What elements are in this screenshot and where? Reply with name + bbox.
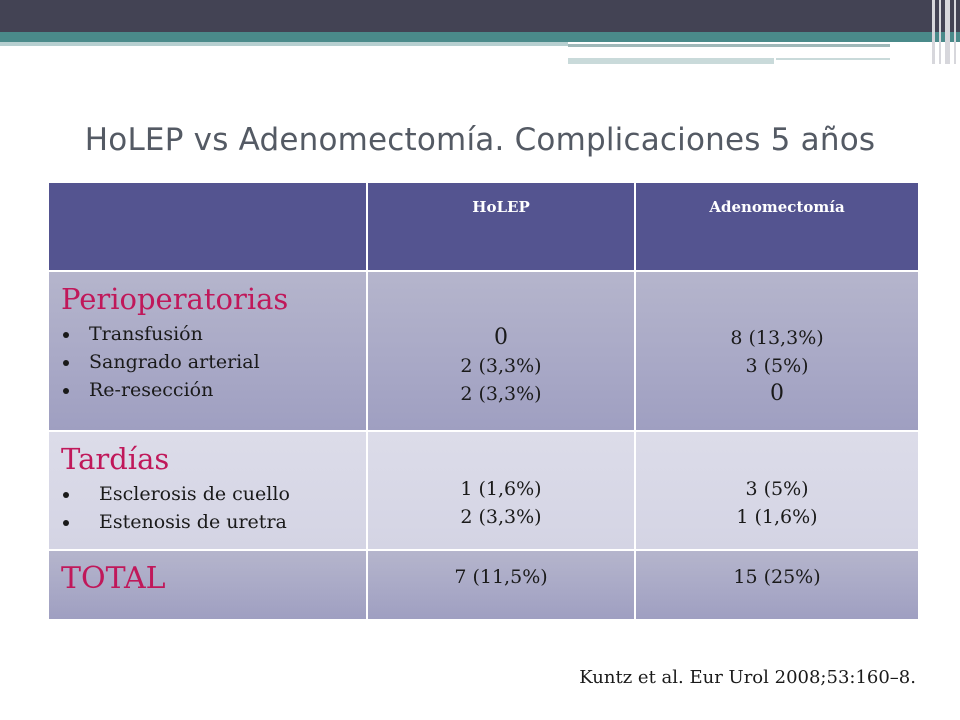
holep-cell (367, 431, 635, 550)
value: 3 (5%) (745, 478, 809, 500)
holep-cell (367, 271, 635, 431)
table-row (48, 550, 919, 620)
citation: Kuntz et al. Eur Urol 2008;53:160–8. (579, 667, 916, 688)
list-item: Esclerosis de cuello (61, 480, 366, 508)
value: 0 (494, 325, 508, 350)
complication-list (49, 320, 366, 404)
value: 0 (770, 381, 784, 406)
slide-title: HoLEP vs Adenomectomía. Complicaciones 5 años (84, 122, 876, 158)
list-item: Re-resección (61, 376, 366, 404)
adenomectomia-cell (635, 271, 919, 431)
value: 8 (13,3%) (730, 327, 824, 349)
category-cell (48, 550, 367, 620)
header-line-2 (568, 58, 774, 64)
header-vertical-bars (930, 0, 960, 64)
value: 3 (5%) (745, 355, 809, 377)
list-item: Estenosis de uretra (61, 508, 366, 536)
header-band-teal (0, 32, 960, 42)
category-cell (48, 431, 367, 550)
adenomectomia-cell (635, 550, 919, 620)
category-label: Tardías (61, 442, 170, 476)
table-row (48, 271, 919, 431)
complications-table (47, 181, 920, 621)
header-line-1 (568, 44, 890, 47)
category-cell (48, 271, 367, 431)
header-cell-empty (48, 182, 367, 271)
header-band-light (0, 42, 568, 46)
header-band-dark (0, 0, 960, 32)
category-label: TOTAL (61, 561, 166, 596)
list-item: Transfusión (61, 320, 366, 348)
category-label: Perioperatorias (61, 282, 289, 316)
value: 7 (11,5%) (454, 566, 548, 588)
value: 2 (3,3%) (460, 355, 542, 377)
complication-list (49, 480, 366, 536)
header-cell-adenomectomia: Adenomectomía (635, 182, 919, 271)
value: 1 (1,6%) (460, 478, 542, 500)
value: 1 (1,6%) (736, 506, 818, 528)
value: 2 (3,3%) (460, 506, 542, 528)
header-cell-holep: HoLEP (367, 182, 635, 271)
table-header-row (48, 182, 919, 271)
holep-cell (367, 550, 635, 620)
header-line-3 (776, 58, 890, 60)
table-row (48, 431, 919, 550)
value: 2 (3,3%) (460, 383, 542, 405)
adenomectomia-cell (635, 431, 919, 550)
list-item: Sangrado arterial (61, 348, 366, 376)
value: 15 (25%) (733, 566, 821, 588)
